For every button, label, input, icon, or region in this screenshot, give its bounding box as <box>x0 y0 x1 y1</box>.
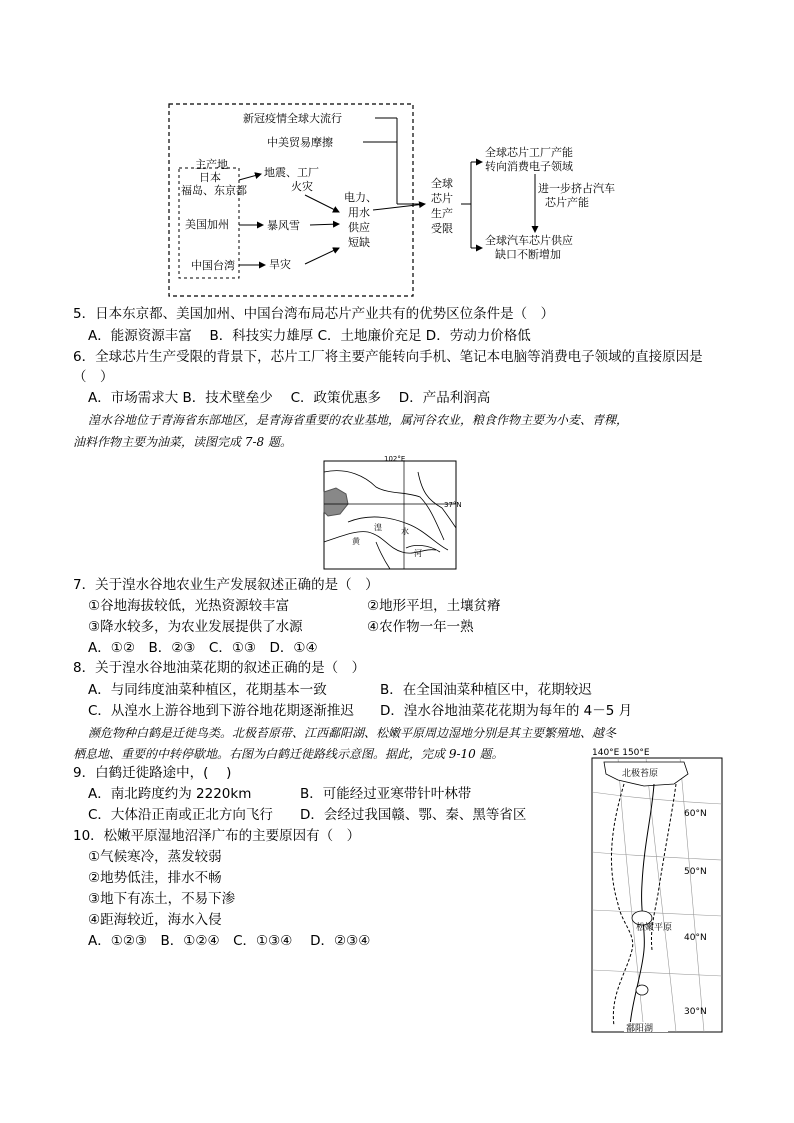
passage2-line1: 濒危物种白鹤是迁徙鸟类。北极苔原带、江西鄱阳湖、松嫩平原周边湿地分别是其主要繁殖地、越冬 <box>88 726 617 740</box>
fc-japan-sub: 福岛、东京都 <box>181 184 247 197</box>
q9-option-c: C．大体沿正南或正北方向飞行 <box>88 807 273 823</box>
stopover-patch <box>636 985 648 995</box>
fc-limited-3: 生产 <box>431 207 453 220</box>
crane-route-map <box>584 744 734 1036</box>
q8-stem: 8．关于湟水谷地油菜花期的叙述正确的是（ ） <box>73 660 366 676</box>
fc-usa: 美国加州 <box>185 218 229 231</box>
fc-limited-1: 全球 <box>431 177 453 190</box>
q9-option-d: D．会经过我国赣、鄂、秦、黑等省区 <box>300 807 527 823</box>
q8-option-b: B．在全国油菜种植区中，花期较迟 <box>380 682 592 698</box>
map1-char-shui: 水 <box>401 527 409 536</box>
q7-option-2: ②地形平坦，土壤贫瘠 <box>367 598 501 614</box>
q7-option-1: ①谷地海拔较低，光热资源较丰富 <box>88 598 290 614</box>
fc-mid-b: 芯片产能 <box>545 196 589 209</box>
fc-shortage-2: 用水 <box>348 206 370 219</box>
fc-mid-a: 进一步挤占汽车 <box>538 182 615 195</box>
q9-option-b: B．可能经过亚寒带针叶林带 <box>300 786 472 802</box>
q10-option-3: ③地下有冻土，不易下渗 <box>88 891 236 907</box>
map2-lat40: 40°N <box>684 933 707 943</box>
fc-out2b: 缺口不断增加 <box>495 248 561 261</box>
map1-lon-label: 102°E <box>384 455 406 463</box>
q6-stem-cont: （ ） <box>73 369 114 385</box>
q6-stem: 6．全球芯片生产受限的背景下，芯片工厂将主要产能转向手机、笔记本电脑等消费电子领域的直接原因是 <box>73 349 703 365</box>
fc-limited-2: 芯片 <box>431 192 453 205</box>
q8-option-a: A．与同纬度油菜种植区，花期基本一致 <box>88 682 327 698</box>
fc-taiwan: 中国台湾 <box>191 259 235 272</box>
map2-tundra: 北极苔原 <box>622 769 659 779</box>
map1-char-he: 河 <box>414 549 422 558</box>
map2-lat50: 50°N <box>684 867 707 877</box>
fc-drought: 旱灾 <box>269 258 291 271</box>
fc-out1b: 转向消费电子领域 <box>485 160 573 173</box>
map1-char-huang: 黄 <box>352 537 360 546</box>
fc-shortage-4: 短缺 <box>348 236 370 249</box>
fc-region-title: 主产地 <box>195 158 228 171</box>
map1-char-huang-shui: 湟 <box>374 523 382 532</box>
fc-shortage-3: 供应 <box>348 221 370 234</box>
q9-stem: 9．白鹤迁徙路途中，( ) <box>73 765 232 781</box>
fc-snow: 暴风雪 <box>267 219 300 232</box>
q10-option-4: ④距海较近，海水入侵 <box>88 912 222 928</box>
q10-option-2: ②地势低洼，排水不畅 <box>88 870 222 886</box>
fc-fire: 火灾 <box>291 180 313 193</box>
fc-top2: 中美贸易摩擦 <box>267 136 333 149</box>
fc-top1: 新冠疫情全球大流行 <box>243 112 342 125</box>
passage2-line2: 栖息地、重要的中转停歇地。右图为白鹤迁徙路线示意图。据此，完成 9-10 题。 <box>73 747 504 761</box>
q7-option-3: ③降水较多，为农业发展提供了水源 <box>88 619 303 635</box>
huangshui-map <box>318 452 466 572</box>
q9-option-a: A．南北跨度约为 2220km <box>88 786 252 802</box>
q10-stem: 10．松嫩平原湿地沼泽广布的主要原因有（ ） <box>73 828 361 844</box>
map2-lat60: 60°N <box>684 809 707 819</box>
q10-option-1: ①气候寒冷，蒸发较弱 <box>88 849 222 865</box>
q8-option-d: D．湟水谷地油菜花花期为每年的 4－5 月 <box>380 703 633 719</box>
map2-poyang: 鄱阳湖 <box>626 1024 654 1034</box>
fc-japan: 日本 <box>199 171 221 184</box>
q7-stem: 7．关于湟水谷地农业生产发展叙述正确的是（ ） <box>73 577 379 593</box>
q7-option-4: ④农作物一年一熟 <box>367 619 474 635</box>
q6-options: A．市场需求大 B．技术壁垒少 C．政策优惠多 D．产品利润高 <box>88 390 491 406</box>
passage1-line1: 湟水谷地位于青海省东部地区，是青海省重要的农业基地，属河谷农业，粮食作物主要为小麦、青稞， <box>88 413 629 427</box>
q10-options: A．①②③ B．①②④ C．①③④ D．②③④ <box>88 933 371 949</box>
fc-out2a: 全球汽车芯片供应 <box>485 234 573 247</box>
map2-lon-labels: 140°E 150°E <box>592 748 650 758</box>
q5-options: A．能源资源丰富 B．科技实力雄厚 C．土地廉价充足 D．劳动力价格低 <box>88 328 531 344</box>
map2-songnen: 松嫩平原 <box>636 923 673 933</box>
chip-flowchart <box>165 100 625 300</box>
fc-out1a: 全球芯片工厂产能 <box>485 146 573 159</box>
fc-shortage-1: 电力、 <box>344 191 377 204</box>
q7-options: A．①② B．②③ C．①③ D．①④ <box>88 640 318 656</box>
q8-option-c: C．从湟水上游谷地到下游谷地花期逐渐推迟 <box>88 703 354 719</box>
fc-quake: 地震、工厂 <box>264 166 319 179</box>
map2-lat30: 30°N <box>684 1007 707 1017</box>
fc-limited-4: 受限 <box>431 222 453 235</box>
passage1-line2: 油料作物主要为油菜，读图完成 7-8 题。 <box>73 435 292 449</box>
q5-stem: 5．日本东京都、美国加州、中国台湾布局芯片产业共有的优势区位条件是（ ） <box>73 306 555 322</box>
map1-lat-label: 37°N <box>444 501 462 509</box>
